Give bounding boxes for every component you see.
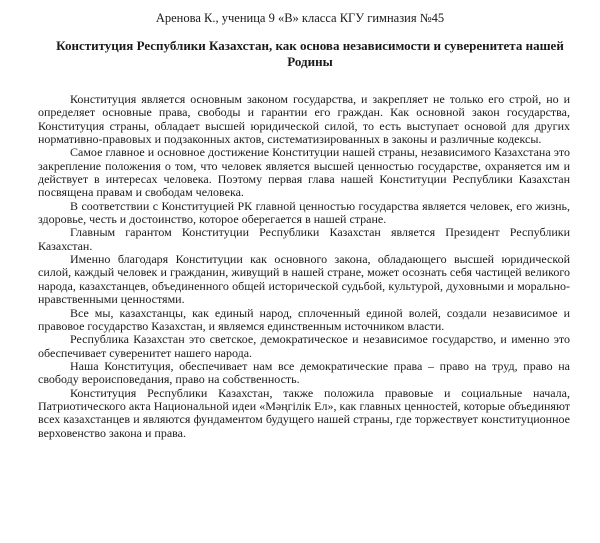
paragraph-6: Все мы, казахстанцы, как единый народ, сплоченный единой волей, создали независимое и правовое государство Казахстан, и являемся единственным источником власти. — [38, 305, 570, 333]
paragraph-8: Наша Конституция, обеспечивает нам все демократические права – право на труд, право на свободу вероисповедания, право на собственность. — [38, 358, 570, 387]
document-body — [38, 93, 570, 440]
author-line: Аренова К., ученица 9 «В» класса КГУ гимназия №45 — [155, 11, 445, 25]
paragraph-3: В соответствии с Конституцией РК главной ценностью государства является человек, его жизнь, здоровье, честь и достоинство, которое оберегается в нашей стране. — [38, 198, 570, 227]
paragraph-2: Самое главное и основное достижение Конституции нашей страны, независимого Казахстана это закрепление положения о том, что человек является высшей ценностью государстве, охраняется им и действует в интересах человека. Поэтому первая глава нашей Конституции Республики Казахстан посвящена правам и свободам человека. — [38, 145, 570, 200]
document-title: Конституция Республики Казахстан, как основа независимости и суверенитета нашей Родины — [56, 38, 564, 69]
paragraph-7: Республика Казахстан это светское, демократическое и независимое государство, и именно это обеспечивает суверенитет нашего народа. — [38, 332, 570, 360]
paragraph-5: Именно благодаря Конституции как основного закона, обладающего высшей юридической силой, каждый человек и гражданин, живущий в нашей стране, может осознать себя частицей великого народа, казахстанцев, объединенного общей исторической судьбой, культурой, духовными и морально-нравственными ценностями. — [38, 252, 570, 307]
paragraph-9: Конституция Республики Казахстан, также положила правовые и социальные начала, Патриотического акта Национальной идеи «Мәңгілік Ел», как главных ценностей, которые объединяют всех казахстанцев и являются фундаментом будущего нашей страны, где торжествует конституционное верховенство закона и права. — [38, 385, 570, 440]
paragraph-4: Главным гарантом Конституции Республики Казахстан является Президент Республики Казахстан. — [38, 225, 570, 253]
paragraph-1: Конституция является основным законом государства, и закрепляет не только его строй, но и определяет основные права, свободы и гарантии его граждан. Как основной закон государства, Конституция страны, обладает высшей юридической силой, то есть выступает основой для других нормативно-правовых и подзаконных актов, систематизированных в законы и различные кодексы. — [38, 92, 570, 147]
